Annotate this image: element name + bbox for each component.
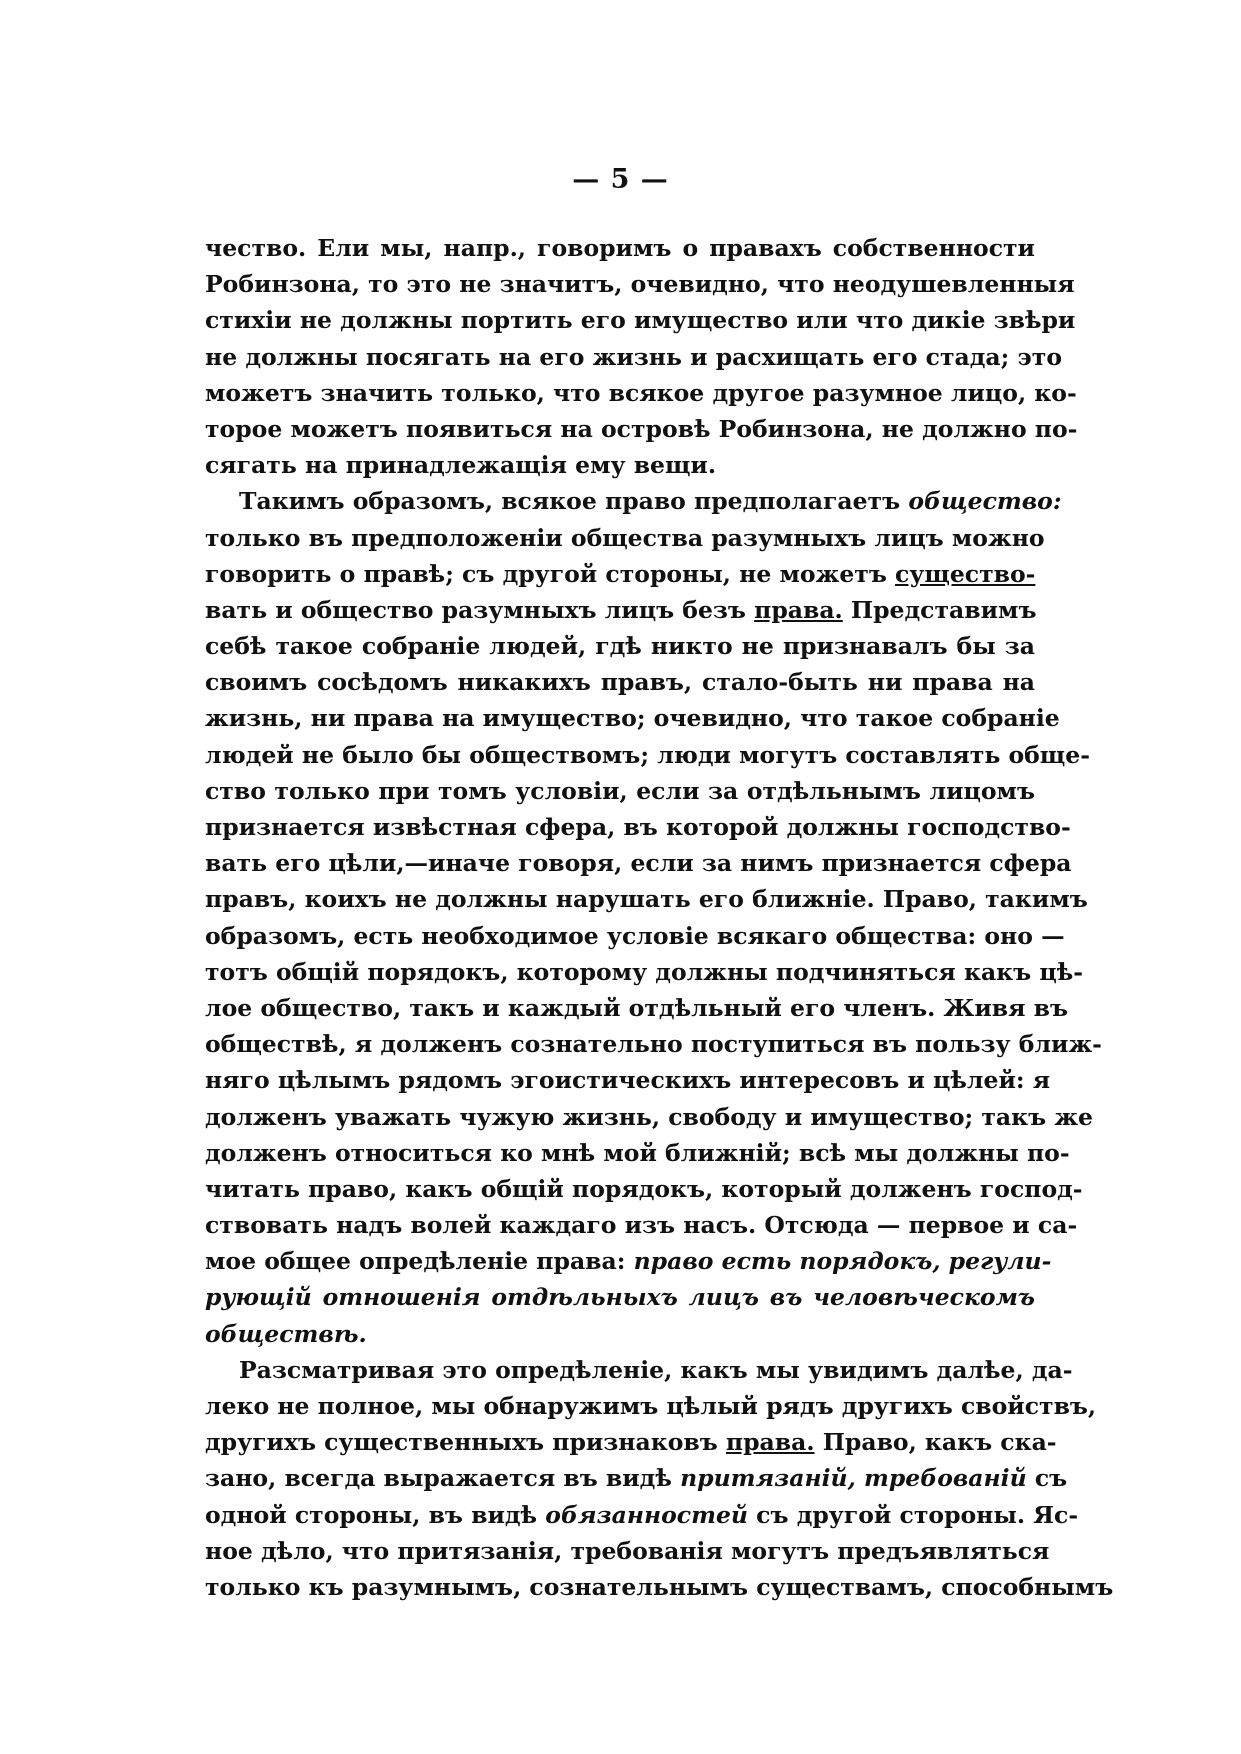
- text-line: вать и общество разумныхъ лицъ безъ права. Представимъ: [205, 595, 1037, 624]
- italic-emphasis: требованій: [863, 1464, 1027, 1493]
- text-line: читать право, какъ общій порядокъ, который долженъ господ-: [205, 1174, 1083, 1203]
- text-line: себѣ такое собраніе людей, гдѣ никто не признавалъ бы за: [205, 632, 1035, 661]
- text-line: обществѣ, я долженъ сознательно поступиться въ пользу ближ-: [205, 1030, 1102, 1059]
- text-line: няго цѣлымъ рядомъ эгоистическихъ интересовъ и цѣлей: я: [205, 1066, 1051, 1095]
- text-line: другихъ существенныхъ признаковъ права. Право, какъ ска-: [205, 1428, 1057, 1457]
- text-line: зано, всегда выражается въ видѣ притязаній, требованій съ: [205, 1464, 1068, 1493]
- italic-emphasis: общество:: [908, 487, 1062, 516]
- page-number: — 5 —: [572, 164, 669, 195]
- text-line: стихіи не должны портить его имущество или что дикіе звѣри: [205, 306, 1076, 335]
- text-line: жизнь, ни права на имущество; очевидно, что такое собраніе: [205, 704, 1060, 733]
- italic-emphasis: обществѣ.: [205, 1319, 367, 1348]
- italic-emphasis: обязанностей: [545, 1500, 748, 1529]
- text-line: лое общество, такъ и каждый отдѣльный его членъ. Живя въ: [205, 993, 1068, 1022]
- text-line: мое общее опредѣленіе права: право есть порядокъ, регули-: [205, 1247, 1052, 1276]
- text-line: леко не полное, мы обнаружимъ цѣлый рядъ другихъ свойствъ,: [205, 1392, 1097, 1420]
- text-line: только къ разумнымъ, сознательнымъ существамъ, способнымъ: [205, 1572, 1114, 1601]
- underlined-emphasis: существо-: [895, 559, 1036, 588]
- text-line: [205, 1279, 1035, 1315]
- text-line: тотъ общій порядокъ, которому должны подчиняться какъ цѣ-: [205, 957, 1083, 986]
- text-line: не должны посягать на его жизнь и расхищать его стада; это: [205, 342, 1063, 371]
- text-line: долженъ уважать чужую жизнь, свободу и имущество; такъ же: [205, 1102, 1094, 1131]
- text-line: можетъ значить только, что всякое другое разумное лицо, ко-: [205, 378, 1077, 407]
- text-line: ное дѣло, что притязанія, требованія могутъ предъявляться: [205, 1536, 1050, 1565]
- text-line: одной стороны, въ видѣ обязанностей съ другой стороны. Яс-: [205, 1500, 1079, 1529]
- italic-emphasis: притязаній,: [680, 1464, 856, 1493]
- italic-emphasis: рующій отношенія отдѣльныхъ лицъ въ человѣческомъ: [205, 1283, 1035, 1312]
- text-line: своимъ сосѣдомъ никакихъ правъ, стало-быть ни права на: [205, 668, 1035, 697]
- text-line: долженъ относиться ко мнѣ мой ближній; всѣ мы должны по-: [205, 1138, 1070, 1167]
- underlined-emphasis: права.: [725, 1428, 815, 1457]
- text-line: говорить о правѣ; съ другой стороны, не можетъ существо-: [205, 559, 1036, 588]
- text-line: Разсматривая это опредѣленіе, какъ мы увидимъ далѣе, да-: [239, 1355, 1073, 1384]
- text-line: вать его цѣли,—иначе говоря, если за нимъ признается сфера: [205, 849, 1072, 878]
- text-line: только въ предположеніи общества разумныхъ лицъ можно: [205, 523, 1045, 552]
- text-line: ство только при томъ условіи, если за отдѣльнымъ лицомъ: [205, 776, 1035, 805]
- text-line: сягать на принадлежащія ему вещи.: [205, 451, 717, 480]
- text-line: торое можетъ появиться на островѣ Робинзона, не должно по-: [205, 414, 1078, 443]
- text-line: признается извѣстная сфера, въ которой должны господство-: [205, 813, 1071, 841]
- text-line: чество. Ели мы, напр., говоримъ о правахъ собственности: [205, 234, 1035, 262]
- underlined-emphasis: права.: [754, 595, 843, 624]
- text-line: правъ, коихъ не должны нарушать его ближніе. Право, такимъ: [205, 885, 1088, 914]
- text-line: Робинзона, то это не значитъ, очевидно, что неодушевленныя: [205, 270, 1075, 299]
- text-line: ствовать надъ волей каждаго изъ насъ. Отсюда — первое и са-: [205, 1211, 1078, 1240]
- text-line: образомъ, есть необходимое условіе всякаго общества: оно —: [205, 921, 1065, 950]
- text-line: людей не было бы обществомъ; люди могутъ составлять обще-: [205, 740, 1090, 769]
- text-line: [205, 1316, 1035, 1352]
- text-line: Такимъ образомъ, всякое право предполагаетъ общество:: [239, 487, 1062, 516]
- italic-emphasis: право есть порядокъ, регули-: [633, 1247, 1052, 1276]
- body-text: [205, 230, 1114, 1605]
